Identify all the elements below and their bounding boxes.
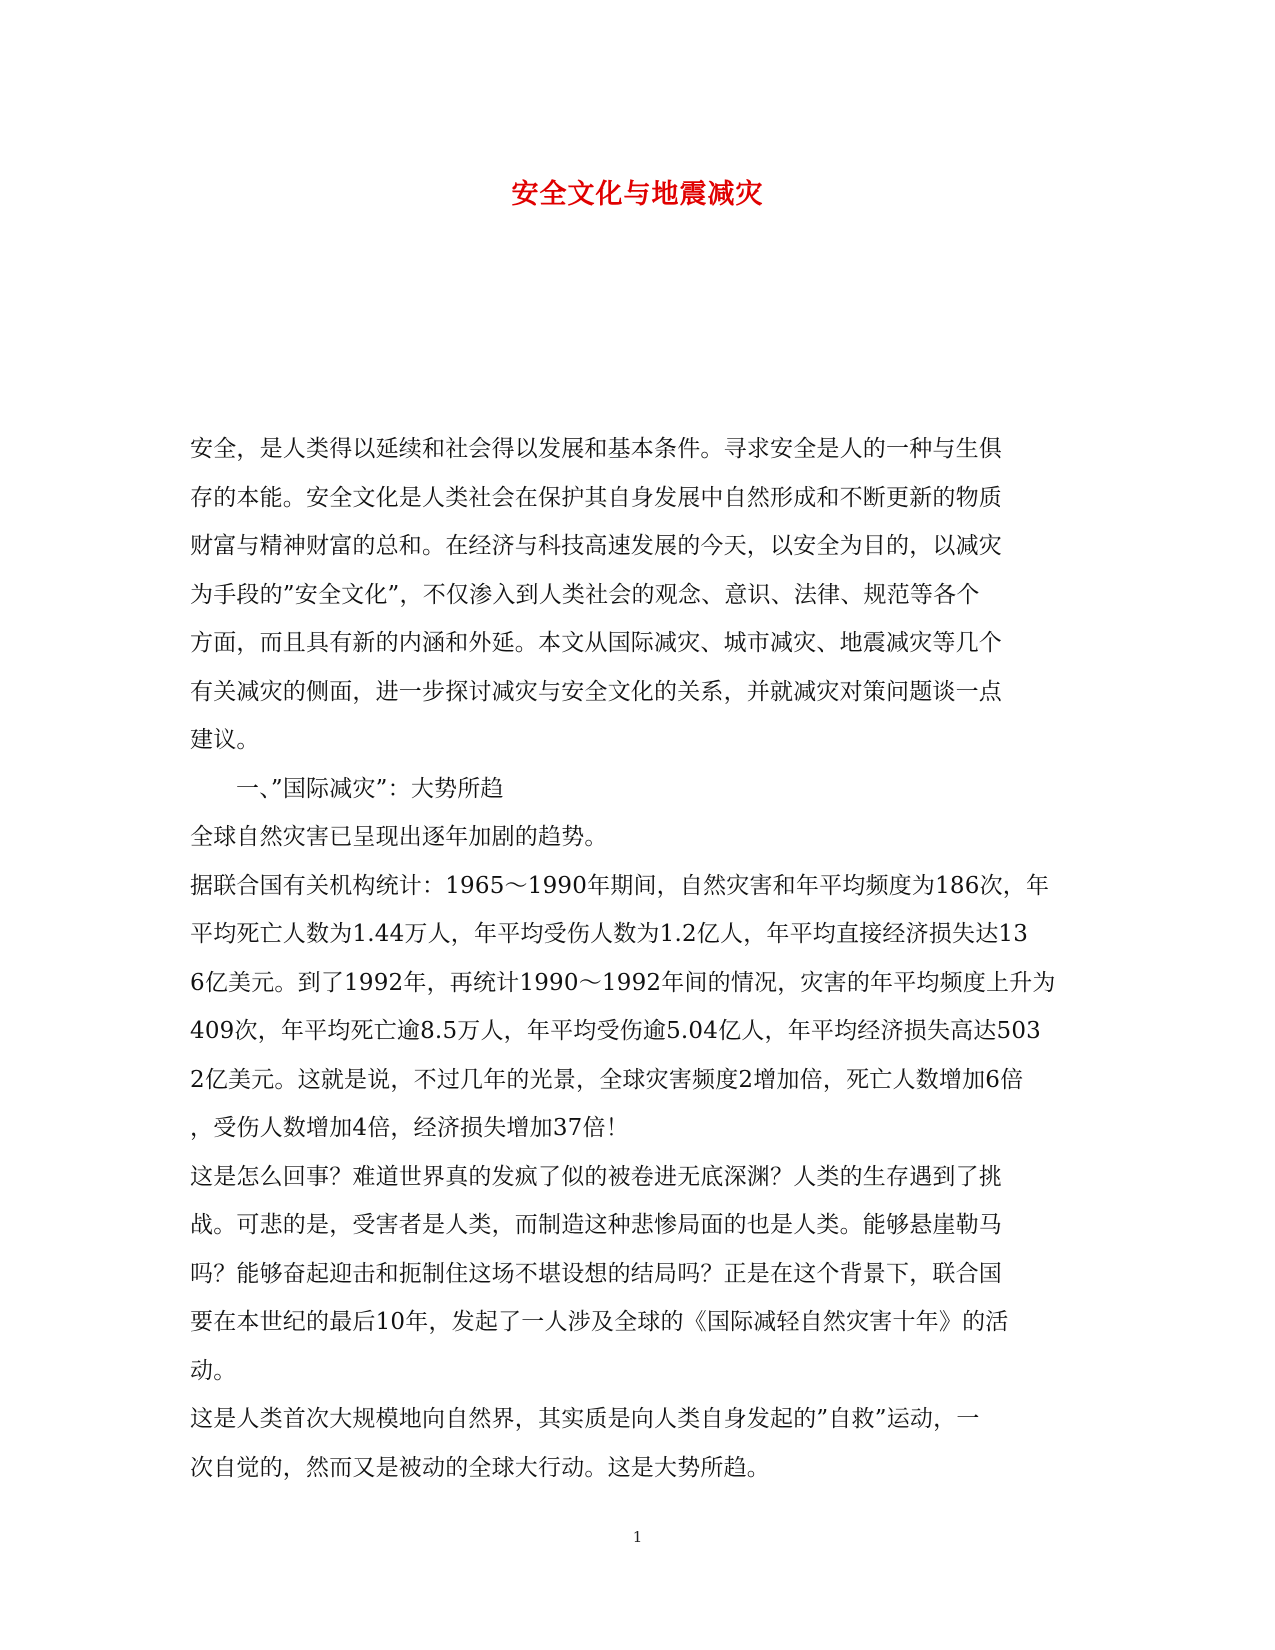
text-line: 平均死亡人数为1.44万人，年平均受伤人数为1.2亿人，年平均直接经济损失达13 <box>190 921 1029 947</box>
text-line: 方面，而且具有新的内涵和外延。本文从国际减灾、城市减灾、地震减灾等几个 <box>190 630 1002 656</box>
text-line: 财富与精神财富的总和。在经济与科技高速发展的今天，以安全为目的，以减灾 <box>190 533 1002 559</box>
section-heading: 一、”国际减灾”：大势所趋 <box>236 775 504 802</box>
text-line: 要在本世纪的最后10年，发起了一人涉及全球的《国际减轻自然灾害十年》的活 <box>190 1309 1009 1335</box>
text-line: 409次，年平均死亡逾8.5万人，年平均受伤逾5.04亿人，年平均经济损失高达503 <box>190 1018 1041 1044</box>
text-line: ，受伤人数增加4倍，经济损失增加37倍！ <box>190 1115 629 1141</box>
text-line: 次自觉的，然而又是被动的全球大行动。这是大势所趋。 <box>190 1454 770 1481</box>
text-line: 6亿美元。到了1992年，再统计1990～1992年间的情况，灾害的年平均频度上升为 <box>190 969 1056 996</box>
text-line: 为手段的”安全文化”，不仅渗入到人类社会的观念、意识、法律、规范等各个 <box>190 581 980 608</box>
document-body <box>190 425 1090 1492</box>
text-line: 建议。 <box>190 727 260 753</box>
text-line: 据联合国有关机构统计：1965～1990年期间，自然灾害和年平均频度为186次，年 <box>190 872 1050 899</box>
page-number: 1 <box>632 1528 643 1546</box>
text-line: 有关减灾的侧面，进一步探讨减灾与安全文化的关系，并就减灾对策问题谈一点 <box>190 678 1002 705</box>
document-title: 安全文化与地震减灾 <box>511 179 764 210</box>
text-line: 吗？能够奋起迎击和扼制住这场不堪设想的结局吗？正是在这个背景下，联合国 <box>190 1260 1002 1287</box>
text-line: 动。 <box>190 1357 237 1384</box>
text-line: 存的本能。安全文化是人类社会在保护其自身发展中自然形成和不断更新的物质 <box>190 484 1002 511</box>
text-line: 2亿美元。这就是说，不过几年的光景，全球灾害频度2增加倍，死亡人数增加6倍 <box>190 1066 1024 1093</box>
text-line: 这是人类首次大规模地向自然界，其实质是向人类自身发起的”自救”运动，一 <box>190 1406 980 1432</box>
text-line: 这是怎么回事？难道世界真的发疯了似的被卷进无底深渊？人类的生存遇到了挑 <box>190 1163 1002 1190</box>
text-line: 战。可悲的是，受害者是人类，而制造这种悲惨局面的也是人类。能够悬崖勒马 <box>190 1212 1002 1238</box>
text-line: 安全，是人类得以延续和社会得以发展和基本条件。寻求安全是人的一种与生俱 <box>190 436 1002 462</box>
text-line: 全球自然灾害已呈现出逐年加剧的趋势。 <box>190 824 608 850</box>
